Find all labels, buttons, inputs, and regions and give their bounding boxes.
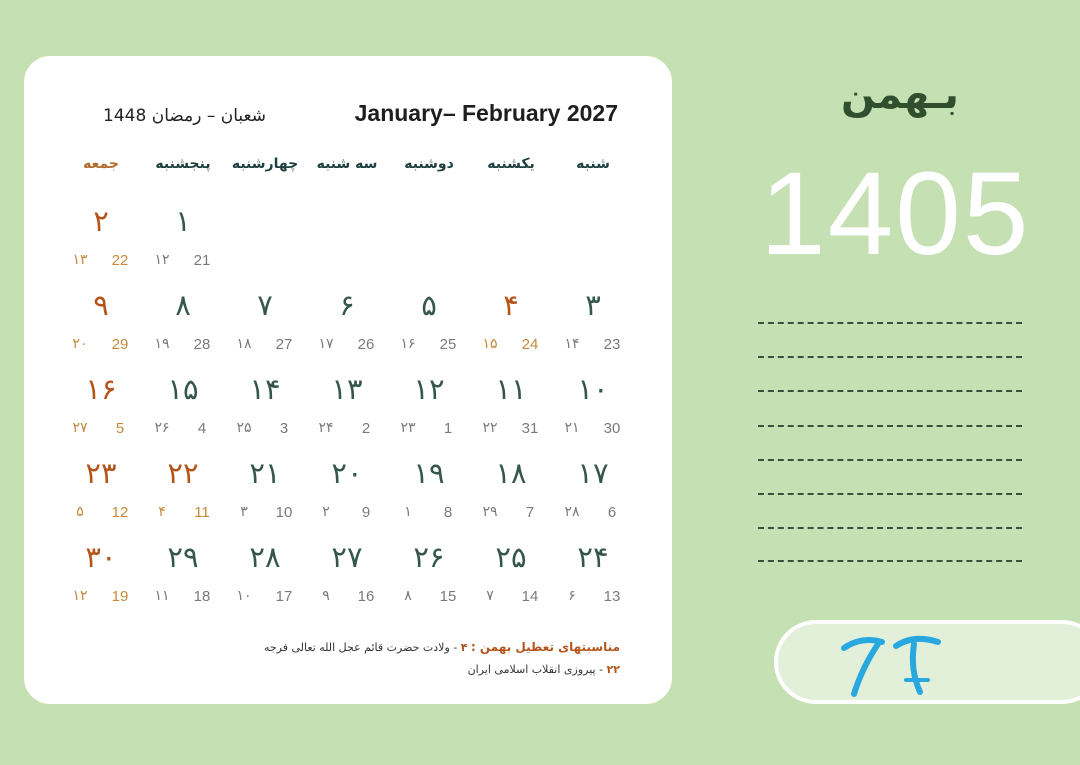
gregorian-day-number: 6 — [607, 504, 617, 521]
day-cell[interactable] — [142, 204, 224, 272]
persian-day-number: ۲۸ — [249, 540, 281, 574]
day-cell[interactable] — [142, 288, 224, 356]
gregorian-day-number: 4 — [197, 420, 207, 437]
hijri-day-number: ۱۳ — [72, 252, 88, 268]
day-cell[interactable] — [224, 372, 306, 440]
day-cell[interactable] — [552, 456, 634, 524]
gregorian-day-number: 2 — [361, 420, 371, 437]
gregorian-day-number: 18 — [193, 588, 211, 605]
hijri-day-number: ۱۷ — [318, 336, 334, 352]
day-cell[interactable] — [60, 288, 142, 356]
weekday-label: دوشنبه — [404, 156, 454, 172]
day-cell[interactable] — [224, 288, 306, 356]
gregorian-day-number: 5 — [115, 420, 125, 437]
persian-day-number: ۲۴ — [577, 540, 609, 574]
hijri-day-number: ۲۱ — [564, 420, 580, 436]
day-cell[interactable] — [60, 540, 142, 608]
occasions-heading: مناسبتهای تعطیل بهمن : — [470, 640, 620, 654]
hijri-day-number: ۵ — [76, 504, 84, 520]
gregorian-day-number: 30 — [603, 420, 621, 437]
gregorian-day-number: 1 — [443, 420, 453, 437]
gregorian-day-number: 28 — [193, 336, 211, 353]
day-cell[interactable] — [552, 372, 634, 440]
day-cell[interactable] — [470, 540, 552, 608]
persian-day-number: ۲۰ — [331, 456, 363, 490]
persian-year: 1405 — [760, 148, 1031, 280]
occasion-line-2 — [174, 659, 620, 681]
persian-day-number: ۲۵ — [495, 540, 527, 574]
day-cell[interactable] — [60, 204, 142, 272]
gregorian-day-number: 11 — [194, 504, 210, 521]
persian-day-number: ۱۹ — [413, 456, 445, 490]
day-cell[interactable] — [224, 540, 306, 608]
hijri-day-number: ۱۰ — [236, 588, 252, 604]
day-cell[interactable] — [60, 372, 142, 440]
day-cell[interactable] — [142, 372, 224, 440]
weekday-label: یکشنبه — [487, 156, 535, 172]
hijri-day-number: ۲۳ — [400, 420, 416, 436]
occasion-day: ۴ — [460, 641, 468, 654]
gregorian-day-number: 13 — [603, 588, 621, 605]
persian-day-number: ۶ — [339, 288, 355, 322]
holiday-occasions — [174, 636, 620, 681]
persian-day-number: ۳۰ — [85, 540, 117, 574]
hijri-day-number: ۲۷ — [72, 420, 88, 436]
hijri-day-number: ۱۵ — [482, 336, 498, 352]
persian-day-number: ۲۷ — [331, 540, 363, 574]
day-cell[interactable] — [388, 372, 470, 440]
persian-day-number: ۱۳ — [331, 372, 363, 406]
persian-day-number: ۱۸ — [495, 456, 527, 490]
hijri-day-number: ۲۶ — [154, 420, 170, 436]
occasion-line-1 — [174, 636, 620, 659]
weekday-label: جمعه — [83, 156, 119, 172]
day-cell[interactable] — [388, 540, 470, 608]
persian-day-number: ۲ — [93, 204, 109, 238]
hijri-day-number: ۲۰ — [72, 336, 88, 352]
gregorian-day-number: 17 — [275, 588, 293, 605]
persian-day-number: ۲۲ — [167, 456, 199, 490]
persian-day-number: ۱۷ — [577, 456, 609, 490]
gregorian-day-number: 29 — [111, 336, 129, 353]
gregorian-day-number: 21 — [193, 252, 211, 269]
day-cell[interactable] — [224, 456, 306, 524]
persian-day-number: ۷ — [257, 288, 273, 322]
gregorian-day-number: 25 — [439, 336, 457, 353]
note-line — [758, 560, 1022, 562]
day-cell[interactable] — [306, 540, 388, 608]
day-cell[interactable] — [306, 456, 388, 524]
gregorian-day-number: 19 — [111, 588, 129, 605]
gregorian-day-number: 14 — [521, 588, 539, 605]
gregorian-day-number: 31 — [521, 420, 539, 437]
weekday-label: چهارشنبه — [231, 156, 299, 172]
persian-day-number: ۱۰ — [577, 372, 609, 406]
persian-day-number: ۲۶ — [413, 540, 445, 574]
note-line — [758, 390, 1022, 392]
hijri-day-number: ۱۸ — [236, 336, 252, 352]
persian-day-number: ۸ — [175, 288, 191, 322]
day-cell[interactable] — [470, 288, 552, 356]
gregorian-day-number: 15 — [439, 588, 457, 605]
day-cell[interactable] — [306, 372, 388, 440]
occasion-text: - پیروزی انقلاب اسلامی ایران — [467, 663, 604, 676]
hijri-day-number: ۲۹ — [482, 504, 498, 520]
day-cell[interactable] — [60, 456, 142, 524]
day-cell[interactable] — [142, 456, 224, 524]
calendar-card — [24, 56, 672, 704]
hijri-day-number: ۲ — [322, 504, 330, 520]
gregorian-day-number: 3 — [279, 420, 289, 437]
hijri-day-number: ۱۶ — [400, 336, 416, 352]
persian-day-number: ۹ — [93, 288, 109, 322]
gregorian-day-number: 26 — [357, 336, 375, 353]
day-cell[interactable] — [552, 288, 634, 356]
weekday-label: پنجشنبه — [155, 156, 211, 172]
persian-day-number: ۵ — [421, 288, 437, 322]
note-line — [758, 322, 1022, 324]
note-line — [758, 459, 1022, 461]
day-cell[interactable] — [388, 288, 470, 356]
day-cell[interactable] — [306, 288, 388, 356]
note-line — [758, 527, 1022, 529]
gregorian-day-number: 16 — [357, 588, 375, 605]
occasion-day: ۲۲ — [606, 663, 620, 676]
gregorian-day-number: 9 — [361, 504, 371, 521]
hijri-day-number: ۲۸ — [564, 504, 580, 520]
weekday-label: شنبه — [576, 156, 610, 172]
hijri-day-number: ۱۴ — [564, 336, 580, 352]
weekday-label: سه شنبه — [316, 156, 378, 172]
hijri-month-range: شعبان – رمضان 1448 — [103, 106, 266, 126]
persian-day-number: ۱۵ — [167, 372, 199, 406]
gregorian-day-number: 7 — [525, 504, 535, 521]
persian-day-number: ۲۹ — [167, 540, 199, 574]
hijri-day-number: ۲۵ — [236, 420, 252, 436]
gregorian-month-range: January– February 2027 — [354, 100, 618, 126]
persian-day-number: ۳ — [585, 288, 601, 322]
day-cell[interactable] — [552, 540, 634, 608]
hijri-day-number: ۱ — [404, 504, 412, 520]
persian-day-number: ۱۱ — [495, 372, 527, 406]
persian-day-number: ۱۶ — [85, 372, 117, 406]
gregorian-day-number: 12 — [111, 504, 129, 521]
gregorian-day-number: 22 — [111, 252, 129, 269]
gregorian-day-number: 8 — [443, 504, 453, 521]
persian-day-number: ۴ — [503, 288, 519, 322]
hijri-day-number: ۳ — [240, 504, 248, 520]
persian-day-number: ۱ — [175, 204, 191, 238]
persian-month-name: بـهمن — [841, 72, 959, 118]
occasion-text: - ولادت حضرت قائم عجل الله تعالی فرجه — [263, 641, 458, 654]
hijri-day-number: ۲۴ — [318, 420, 334, 436]
note-line — [758, 356, 1022, 358]
gregorian-day-number: 23 — [603, 336, 621, 353]
hijri-day-number: ۴ — [158, 504, 166, 520]
day-cell[interactable] — [470, 372, 552, 440]
hijri-day-number: ۱۹ — [154, 336, 170, 352]
day-cell[interactable] — [470, 456, 552, 524]
hijri-day-number: ۲۲ — [482, 420, 498, 436]
hijri-day-number: ۱۱ — [154, 588, 170, 604]
hijri-day-number: ۸ — [404, 588, 412, 604]
hijri-day-number: ۱۲ — [154, 252, 170, 268]
note-line — [758, 425, 1022, 427]
persian-day-number: ۱۲ — [413, 372, 445, 406]
brand-logo-icon — [840, 634, 950, 698]
hijri-day-number: ۷ — [486, 588, 494, 604]
hijri-day-number: ۶ — [568, 588, 576, 604]
day-cell[interactable] — [142, 540, 224, 608]
persian-day-number: ۱۴ — [249, 372, 281, 406]
gregorian-day-number: 27 — [275, 336, 293, 353]
gregorian-day-number: 10 — [275, 504, 293, 521]
gregorian-day-number: 24 — [521, 336, 539, 353]
hijri-day-number: ۹ — [322, 588, 330, 604]
hijri-day-number: ۱۲ — [72, 588, 88, 604]
persian-day-number: ۲۱ — [249, 456, 281, 490]
persian-day-number: ۲۳ — [85, 456, 117, 490]
day-cell[interactable] — [388, 456, 470, 524]
note-line — [758, 493, 1022, 495]
